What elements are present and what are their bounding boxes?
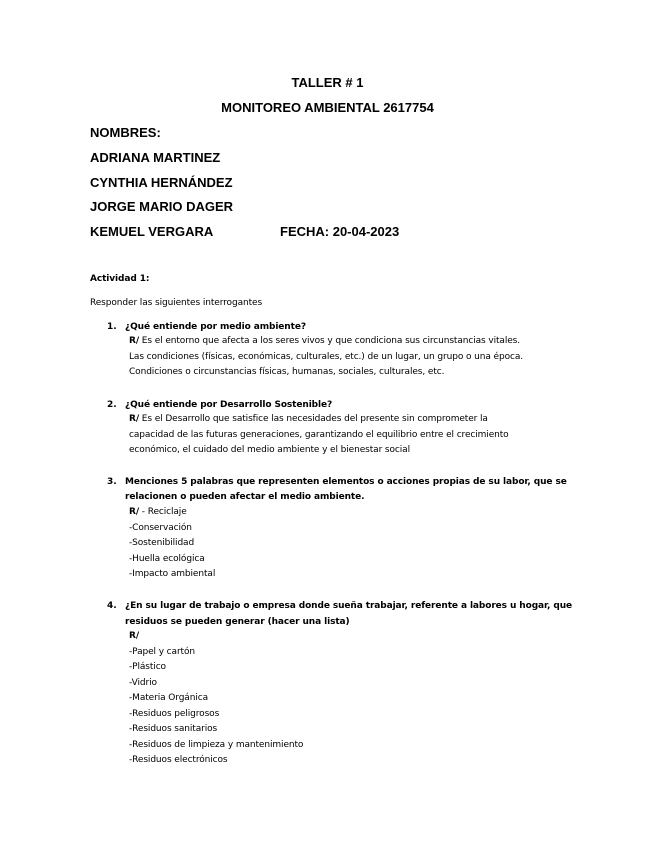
date-field: FECHA: 20-04-2023 <box>280 224 400 239</box>
answer-line: -Residuos electrónicos <box>129 755 228 765</box>
activity-title: Actividad 1: <box>90 274 150 284</box>
answer-line: -Vidrio <box>129 677 157 688</box>
student-name: CYNTHIA HERNÁNDEZ <box>90 175 233 190</box>
answer-line: Condiciones o circunstancias físicas, humanas, sociales, culturales, etc. <box>129 367 445 377</box>
answer-block <box>129 505 215 583</box>
answer-marker: R/ <box>129 336 140 346</box>
document-subtitle: MONITOREO AMBIENTAL 2617754 <box>221 100 434 115</box>
answer-line: R/ Es el Desarrollo que satisfice las necesidades del presente sin comprometer la <box>129 414 488 424</box>
answer-marker: R/ <box>129 414 140 424</box>
question-number: 4. <box>107 601 117 611</box>
answer-line: -Residuos peligrosos <box>129 708 220 719</box>
question-text: relacionen o pueden afectar el medio ambiente. <box>125 492 365 502</box>
question-number: 1. <box>107 322 117 332</box>
student-name: ADRIANA MARTINEZ <box>90 150 221 165</box>
answer-marker: R/ <box>129 631 140 641</box>
answer-line: -Huella ecológica <box>129 553 205 564</box>
answer-marker: R/ <box>129 507 140 517</box>
question-number: 2. <box>107 400 117 410</box>
answer-line: R/ Es el entorno que afecta a los seres vivos y que condiciona sus circunstancias vitales. <box>129 336 521 346</box>
answer-line: capacidad de las futuras generaciones, garantizando el equilibrio entre el crecimiento <box>129 429 509 440</box>
document-title: TALLER # 1 <box>291 75 364 90</box>
answer-line: -Residuos sanitarios <box>129 724 218 734</box>
answer-line: -Conservación <box>129 522 192 533</box>
answer-line: -Residuos de limpieza y mantenimiento <box>129 739 304 750</box>
activity-instruction: Responder las siguientes interrogantes <box>90 298 263 308</box>
question-text: ¿Qué entiende por Desarrollo Sostenible? <box>125 400 333 410</box>
answer-block <box>129 629 303 769</box>
question-text: ¿Qué entiende por medio ambiente? <box>125 322 306 332</box>
answer-line: -Papel y cartón <box>129 646 195 657</box>
answer-line: -Impacto ambiental <box>129 569 216 579</box>
answer-line: -Materia Orgánica <box>129 693 208 703</box>
answer-line: -Plástico <box>129 662 166 672</box>
answer-line: R/ - Reciclaje <box>129 507 187 517</box>
answer-line: Las condiciones (físicas, económicas, culturales, etc.) de un lugar, un grupo o una época. <box>129 351 524 362</box>
question-text: residuos se pueden generar (hacer una lista) <box>125 617 350 627</box>
question-number: 3. <box>107 477 117 487</box>
student-name: JORGE MARIO DAGER <box>90 199 234 214</box>
question-text: ¿En su lugar de trabajo o empresa donde sueña trabajar, referente a labores u hogar, que <box>125 601 573 611</box>
names-label: NOMBRES: <box>90 125 161 140</box>
student-name: KEMUEL VERGARA <box>90 224 214 239</box>
question-text: Menciones 5 palabras que representen elementos o acciones propias de su labor, que se <box>125 477 567 487</box>
answer-block <box>129 334 523 381</box>
answer-line: -Sostenibilidad <box>129 538 195 548</box>
answer-block <box>129 412 509 459</box>
answer-line: económico, el cuidado del medio ambiente y el bienestar social <box>129 445 410 455</box>
